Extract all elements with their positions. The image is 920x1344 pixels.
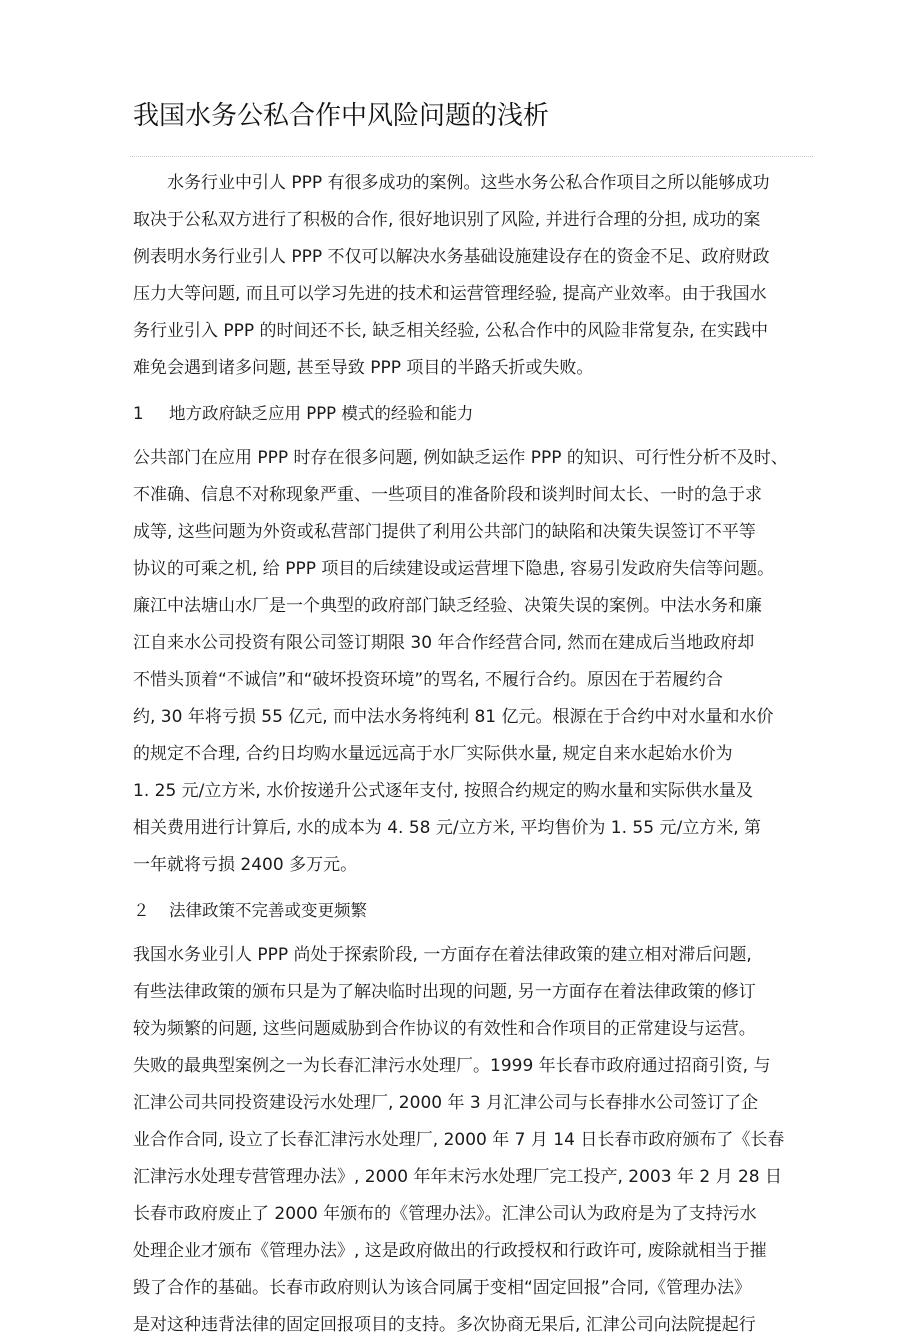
page-title: 我国水务公私合作中风险问题的浅析 bbox=[133, 101, 550, 131]
section-title: 法律政策不完善或变更频繁 bbox=[169, 901, 367, 920]
paragraph-line: 协议的可乘之机, 给 PPP 项目的后续建设或运营埋下隐患, 容易引发政府失信等问题。 bbox=[133, 559, 775, 579]
paragraph-line: 有些法律政策的颁布只是为了解决临时出现的问题, 另一方面存在着法律政策的修订 bbox=[133, 982, 756, 1002]
paragraph-line: 相关费用进行计算后, 水的成本为 4. 58 元/立方米, 平均售价为 1. 55 元/立方米, 第 bbox=[133, 818, 762, 838]
section-number: 1 bbox=[133, 404, 144, 423]
paragraph-line: 例表明水务行业引人 PPP 不仅可以解决水务基础设施建设存在的资金不足、政府财政 bbox=[133, 247, 770, 267]
paragraph-line: 成等, 这些问题为外资或私营部门提供了利用公共部门的缺陷和决策失误签订不平等 bbox=[133, 522, 756, 542]
paragraph-line: 江自来水公司投资有限公司签订期限 30 年合作经营合同, 然而在建成后当地政府却 bbox=[133, 633, 755, 653]
paragraph-section-1 bbox=[133, 440, 813, 884]
paragraph-line: 1. 25 元/立方米, 水价按递升公式逐年支付, 按照合约规定的购水量和实际供水量及 bbox=[133, 781, 754, 801]
paragraph-line: 不准确、信息不对称现象严重、一些项目的准备阶段和谈判时间太长、一时的急于求 bbox=[133, 485, 762, 505]
paragraph-line: 失败的最典型案例之一为长春汇津污水处理厂。1999 年长春市政府通过招商引资, 与 bbox=[133, 1056, 771, 1076]
paragraph-line: 一年就将亏损 2400 多万元。 bbox=[133, 855, 358, 875]
paragraph-line: 长春市政府废止了 2000 年颁布的《管理办法》。汇津公司认为政府是为了支持污水 bbox=[133, 1204, 757, 1224]
paragraph-line: 较为频繁的问题, 这些问题威胁到合作协议的有效性和合作项目的正常建设与运营。 bbox=[133, 1019, 756, 1039]
paragraph-line: 约, 30 年将亏损 55 亿元, 而中法水务将纯利 81 亿元。根源在于合约中对水量和水价 bbox=[133, 707, 774, 727]
section-number: ２ bbox=[133, 901, 150, 920]
document-body bbox=[133, 165, 813, 1344]
title-divider bbox=[130, 156, 813, 157]
paragraph-line: 业合作合同, 设立了长春汇津污水处理厂, 2000 年 7 月 14 日长春市政府颁布了《长春 bbox=[133, 1130, 785, 1150]
paragraph-line: 汇津污水处理专营管理办法》, 2000 年年末污水处理厂完工投产, 2003 年 2 月 28 日 bbox=[133, 1167, 783, 1187]
section-heading-2 bbox=[133, 892, 813, 929]
paragraph-line: 水务行业中引人 PPP 有很多成功的案例。这些水务公私合作项目之所以能够成功 bbox=[167, 173, 770, 193]
paragraph-line: 处理企业才颁布《管理办法》, 这是政府做出的行政授权和行政许可, 废除就相当于摧 bbox=[133, 1241, 767, 1261]
paragraph-line: 难免会遇到诸多问题, 甚至导致 PPP 项目的半路夭折或失败。 bbox=[133, 358, 594, 378]
paragraph-line: 是对这种违背法律的固定回报项目的支持。多次协商无果后, 汇津公司向法院提起行 bbox=[133, 1315, 756, 1335]
paragraph-line: 压力大等问题, 而且可以学习先进的技术和运营管理经验, 提高产业效率。由于我国水 bbox=[133, 284, 767, 304]
paragraph-line: 取决于公私双方进行了积极的合作, 很好地识别了风险, 并进行合理的分担, 成功的案 bbox=[133, 210, 761, 230]
paragraph-line: 公共部门在应用 PPP 时存在很多问题, 例如缺乏运作 PPP 的知识、可行性分析不及时、 bbox=[133, 448, 788, 468]
paragraph-line: 我国水务业引人 PPP 尚处于探索阶段, 一方面存在着法律政策的建立相对滞后问题, bbox=[133, 945, 752, 965]
paragraph-line: 的规定不合理, 合约日均购水量远远高于水厂实际供水量, 规定自来水起始水价为 bbox=[133, 744, 733, 764]
paragraph-line: 廉江中法塘山水厂是一个典型的政府部门缺乏经验、决策失误的案例。中法水务和廉 bbox=[133, 596, 762, 616]
section-heading-1 bbox=[133, 395, 813, 432]
section-title: 地方政府缺乏应用 PPP 模式的经验和能力 bbox=[169, 404, 474, 423]
paragraph-line: 不惜头顶着“不诚信”和“破坏投资环境”的骂名, 不履行合约。原因在于若履约合 bbox=[133, 670, 724, 690]
paragraph-line: 汇津公司共同投资建设污水处理厂, 2000 年 3 月汇津公司与长春排水公司签订了企 bbox=[133, 1093, 759, 1113]
paragraph-intro bbox=[133, 165, 813, 387]
paragraph-section-2 bbox=[133, 937, 813, 1344]
paragraph-line: 毁了合作的基础。长春市政府则认为该合同属于变相“固定回报”合同,《管理办法》 bbox=[133, 1278, 752, 1298]
paragraph-line: 务行业引入 PPP 的时间还不长, 缺乏相关经验, 公私合作中的风险非常复杂, 在实践中 bbox=[133, 321, 768, 341]
